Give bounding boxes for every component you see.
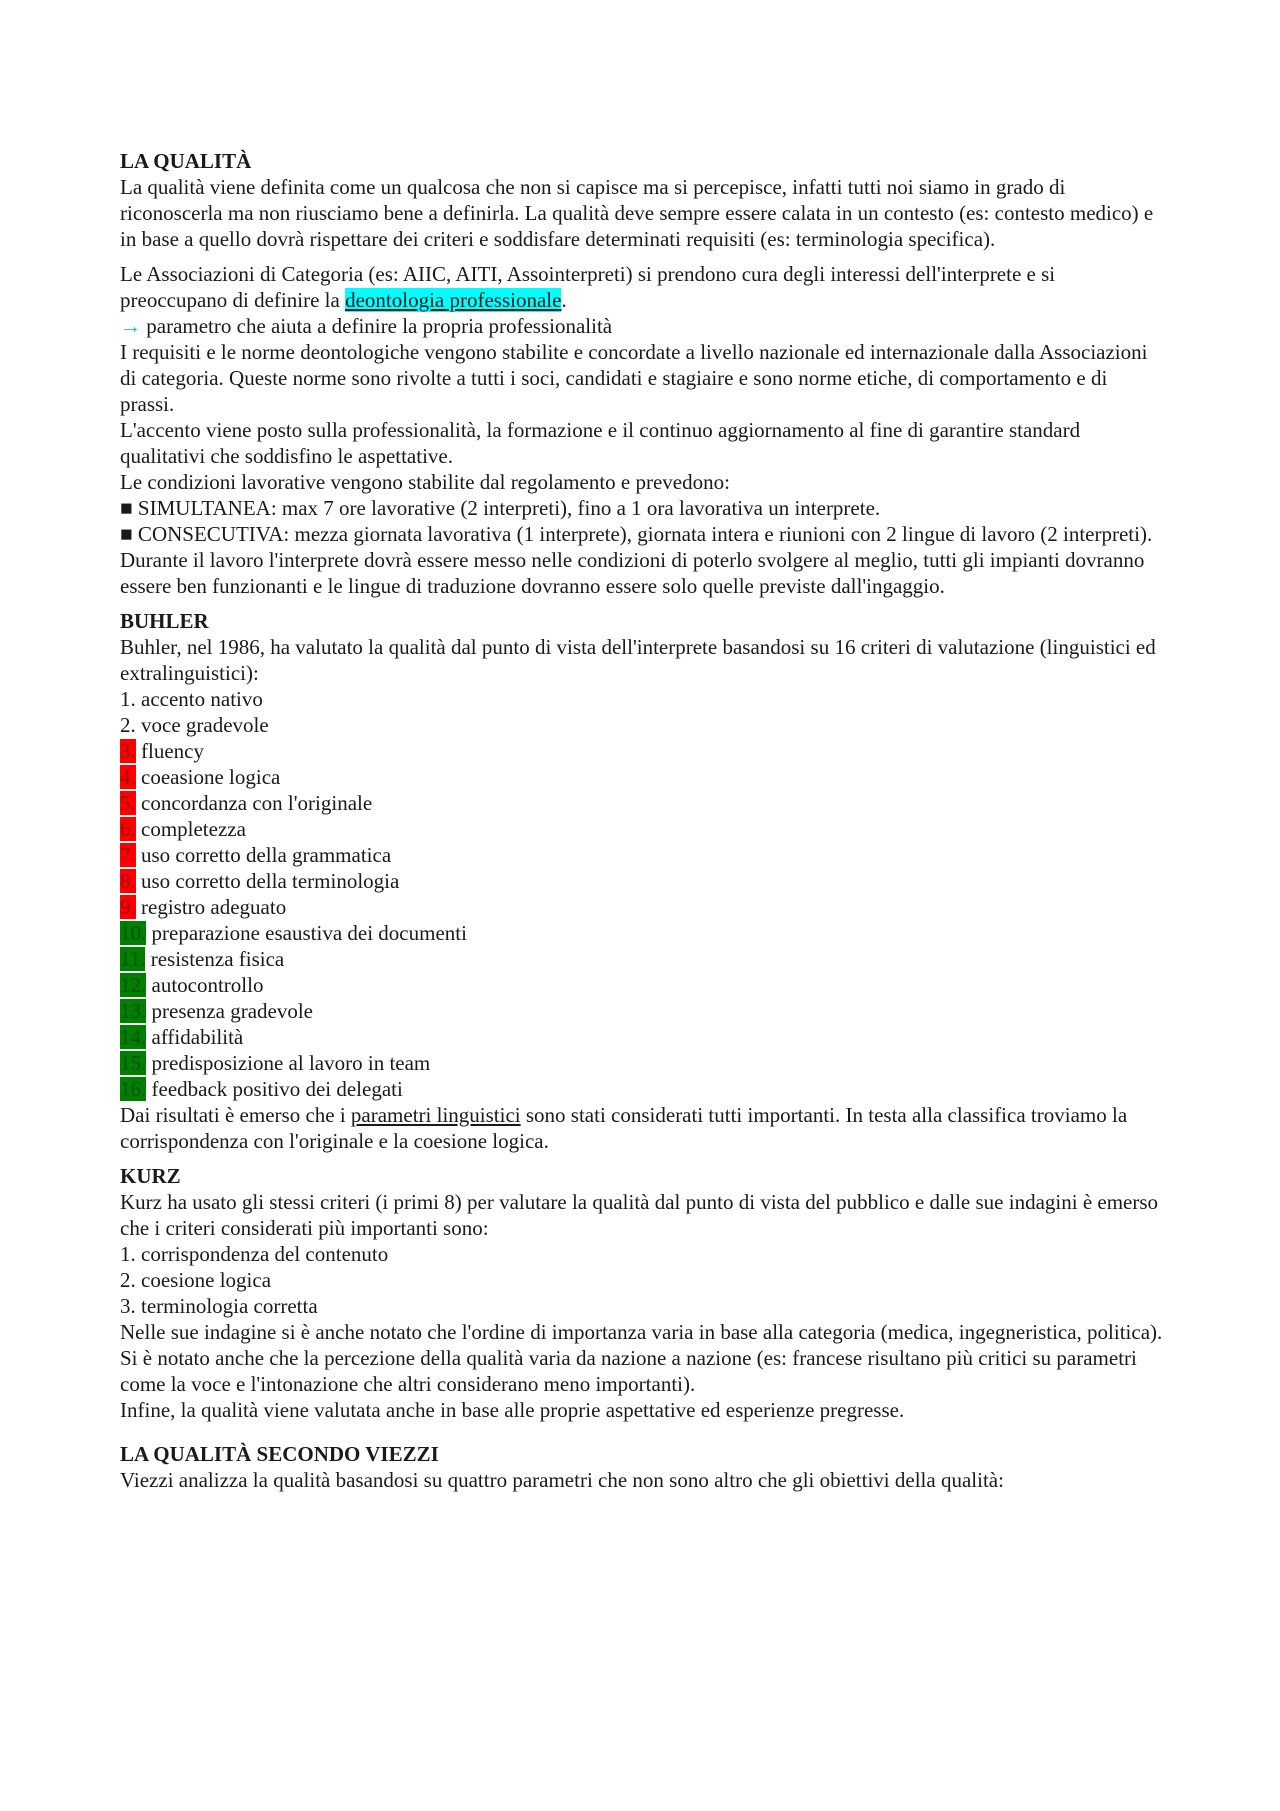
- list-item: [120, 686, 1165, 712]
- paragraph-viezzi-intro: Viezzi analizza la qualità basandosi su quattro parametri che non sono altro che gli obiettivi della qualità:: [120, 1468, 1004, 1492]
- criterion-text: accento nativo: [135, 687, 263, 711]
- criterion-number: 9.: [120, 895, 136, 919]
- list-item: [120, 764, 1165, 790]
- list-item: [120, 1050, 1165, 1076]
- paragraph-qualita-definition: La qualità viene definita come un qualcosa che non si capisce ma si percepisce, infatti tutti noi siamo in grado di riconoscerla ma non riusciamo bene a definirla. La qualità deve sempre essere calata in un contesto (es: contesto medico) e in base a quello dovrà rispettare dei criteri e soddisfare determinati requisiti (es: terminologia specifica).: [120, 175, 1154, 251]
- paragraph-requisiti: I requisiti e le norme deontologiche vengono stabilite e concordate a livello nazionale ed internazionale dalla Associazioni di categoria. Queste norme sono rivolte a tutti i soci, candidati e stagiaire e sono norme etiche, di comportamento e di prassi.: [120, 340, 1148, 416]
- criterion-text: completezza: [135, 817, 246, 841]
- arrow-right-icon: →: [120, 314, 141, 338]
- criterion-number: 13.: [120, 999, 147, 1023]
- paragraph-buhler-intro: Buhler, nel 1986, ha valutato la qualità dal punto di vista dell'interprete basandosi su 16 criteri di valutazione (linguistici ed extralinguistici):: [120, 635, 1156, 685]
- criterion-text: autocontrollo: [146, 973, 264, 997]
- criterion-text: coeasione logica: [135, 765, 281, 789]
- criterion-text: voce gradevole: [135, 713, 269, 737]
- arrow-line-text: parametro che aiuta a definire la propria professionalità: [141, 314, 613, 338]
- criterion-number: 15.: [120, 1051, 147, 1075]
- list-item: [120, 894, 1165, 920]
- list-item: [120, 712, 1165, 738]
- bullet-simultanea: ■ SIMULTANEA: max 7 ore lavorative (2 interpreti), fino a 1 ora lavorativa un interprete.: [120, 496, 881, 520]
- list-item: [120, 842, 1165, 868]
- bullet-consecutiva: ■ CONSECUTIVA: mezza giornata lavorativa (1 interprete), giornata intera e riunioni con 2 lingue di lavoro (2 interpreti).: [120, 522, 1153, 546]
- list-item: [120, 1024, 1165, 1050]
- heading-kurz: KURZ: [120, 1164, 181, 1188]
- criteria-list: [120, 686, 1165, 1102]
- criterion-number: 7.: [120, 843, 136, 867]
- criterion-number: 1.: [120, 687, 136, 711]
- criterion-text: fluency: [135, 739, 204, 763]
- paragraph-kurz-infine: Infine, la qualità viene valutata anche in base alle proprie aspettative ed esperienze pregresse.: [120, 1398, 905, 1422]
- paragraph-condizioni: Le condizioni lavorative vengono stabilite dal regolamento e prevedono:: [120, 470, 730, 494]
- text-associazioni-post: .: [561, 288, 567, 312]
- text-conclusion-post: sono stati considerati tutti importanti. In testa alla classifica troviamo la corrispondenza con l'originale e la coesione logica.: [120, 1103, 1128, 1153]
- criterion-number: 2.: [120, 713, 136, 737]
- list-item: [120, 868, 1165, 894]
- criterion-text: affidabilità: [146, 1025, 244, 1049]
- criterion-text: presenza gradevole: [146, 999, 313, 1023]
- list-item: 3. terminologia corretta: [120, 1294, 318, 1318]
- list-item: [120, 946, 1165, 972]
- paragraph-kurz-intro: Kurz ha usato gli stessi criteri (i primi 8) per valutare la qualità dal punto di vista del pubblico e dalle sue indagini è emerso che i criteri considerati più importanti sono:: [120, 1190, 1159, 1240]
- criterion-number: 6.: [120, 817, 136, 841]
- criterion-text: feedback positivo dei delegati: [146, 1077, 403, 1101]
- paragraph-associazioni: [120, 261, 1165, 313]
- list-item: [120, 738, 1165, 764]
- text-associazioni-pre: Le Associazioni di Categoria (es: AIIC, AITI, Assointerpreti) si prendono cura degli interessi dell'interprete e si preoccupano di definire la: [120, 262, 1056, 312]
- criterion-text: uso corretto della grammatica: [135, 843, 392, 867]
- criterion-text: resistenza fisica: [145, 947, 285, 971]
- arrow-line: [120, 313, 1165, 339]
- paragraph-buhler-conclusion: [120, 1102, 1165, 1154]
- text-conclusion-pre: Dai risultati è emerso che i: [120, 1103, 351, 1127]
- criterion-number: 16.: [120, 1077, 147, 1101]
- heading-viezzi: LA QUALITÀ SECONDO VIEZZI: [120, 1442, 439, 1466]
- criterion-number: 5.: [120, 791, 136, 815]
- criterion-text: concordanza con l'originale: [135, 791, 373, 815]
- highlight-deontologia: deontologia professionale: [345, 288, 562, 312]
- criterion-number: 10.: [120, 921, 147, 945]
- criterion-number: 12.: [120, 973, 147, 997]
- criterion-text: registro adeguato: [135, 895, 287, 919]
- list-item: [120, 972, 1165, 998]
- criterion-text: predisposizione al lavoro in team: [146, 1051, 431, 1075]
- heading-buhler: BUHLER: [120, 609, 209, 633]
- document-page: [120, 148, 1165, 1493]
- criterion-number: 4.: [120, 765, 136, 789]
- criterion-number: 3.: [120, 739, 136, 763]
- criterion-text: preparazione esaustiva dei documenti: [146, 921, 467, 945]
- paragraph-durante: Durante il lavoro l'interprete dovrà essere messo nelle condizioni di poterlo svolgere al meglio, tutti gli impianti dovranno essere ben funzionanti e le lingue di traduzione dovranno essere solo quelle previste dall'ingaggio.: [120, 548, 1145, 598]
- paragraph-kurz-notes: Nelle sue indagine si è anche notato che l'ordine di importanza varia in base alla categoria (medica, ingegneristica, politica). Si è notato anche che la percezione della qualità varia da nazione a nazione (es: francese risultano più critici su parametri come la voce e l'intonazione che altri considerano meno importanti).: [120, 1320, 1163, 1396]
- list-item: 1. corrispondenza del contenuto: [120, 1242, 389, 1266]
- underlined-parametri: parametri linguistici: [350, 1103, 521, 1127]
- list-item: [120, 1076, 1165, 1102]
- list-item: [120, 790, 1165, 816]
- list-item: [120, 920, 1165, 946]
- criterion-number: 14.: [120, 1025, 147, 1049]
- list-item: [120, 998, 1165, 1024]
- criterion-text: uso corretto della terminologia: [135, 869, 400, 893]
- paragraph-accento: L'accento viene posto sulla professionalità, la formazione e il continuo aggiornamento al fine di garantire standard qualitativi che soddisfino le aspettative.: [120, 418, 1081, 468]
- heading-qualita: LA QUALITÀ: [120, 149, 252, 173]
- list-item: [120, 816, 1165, 842]
- criterion-number: 11.: [120, 947, 146, 971]
- list-item: 2. coesione logica: [120, 1268, 272, 1292]
- criterion-number: 8.: [120, 869, 136, 893]
